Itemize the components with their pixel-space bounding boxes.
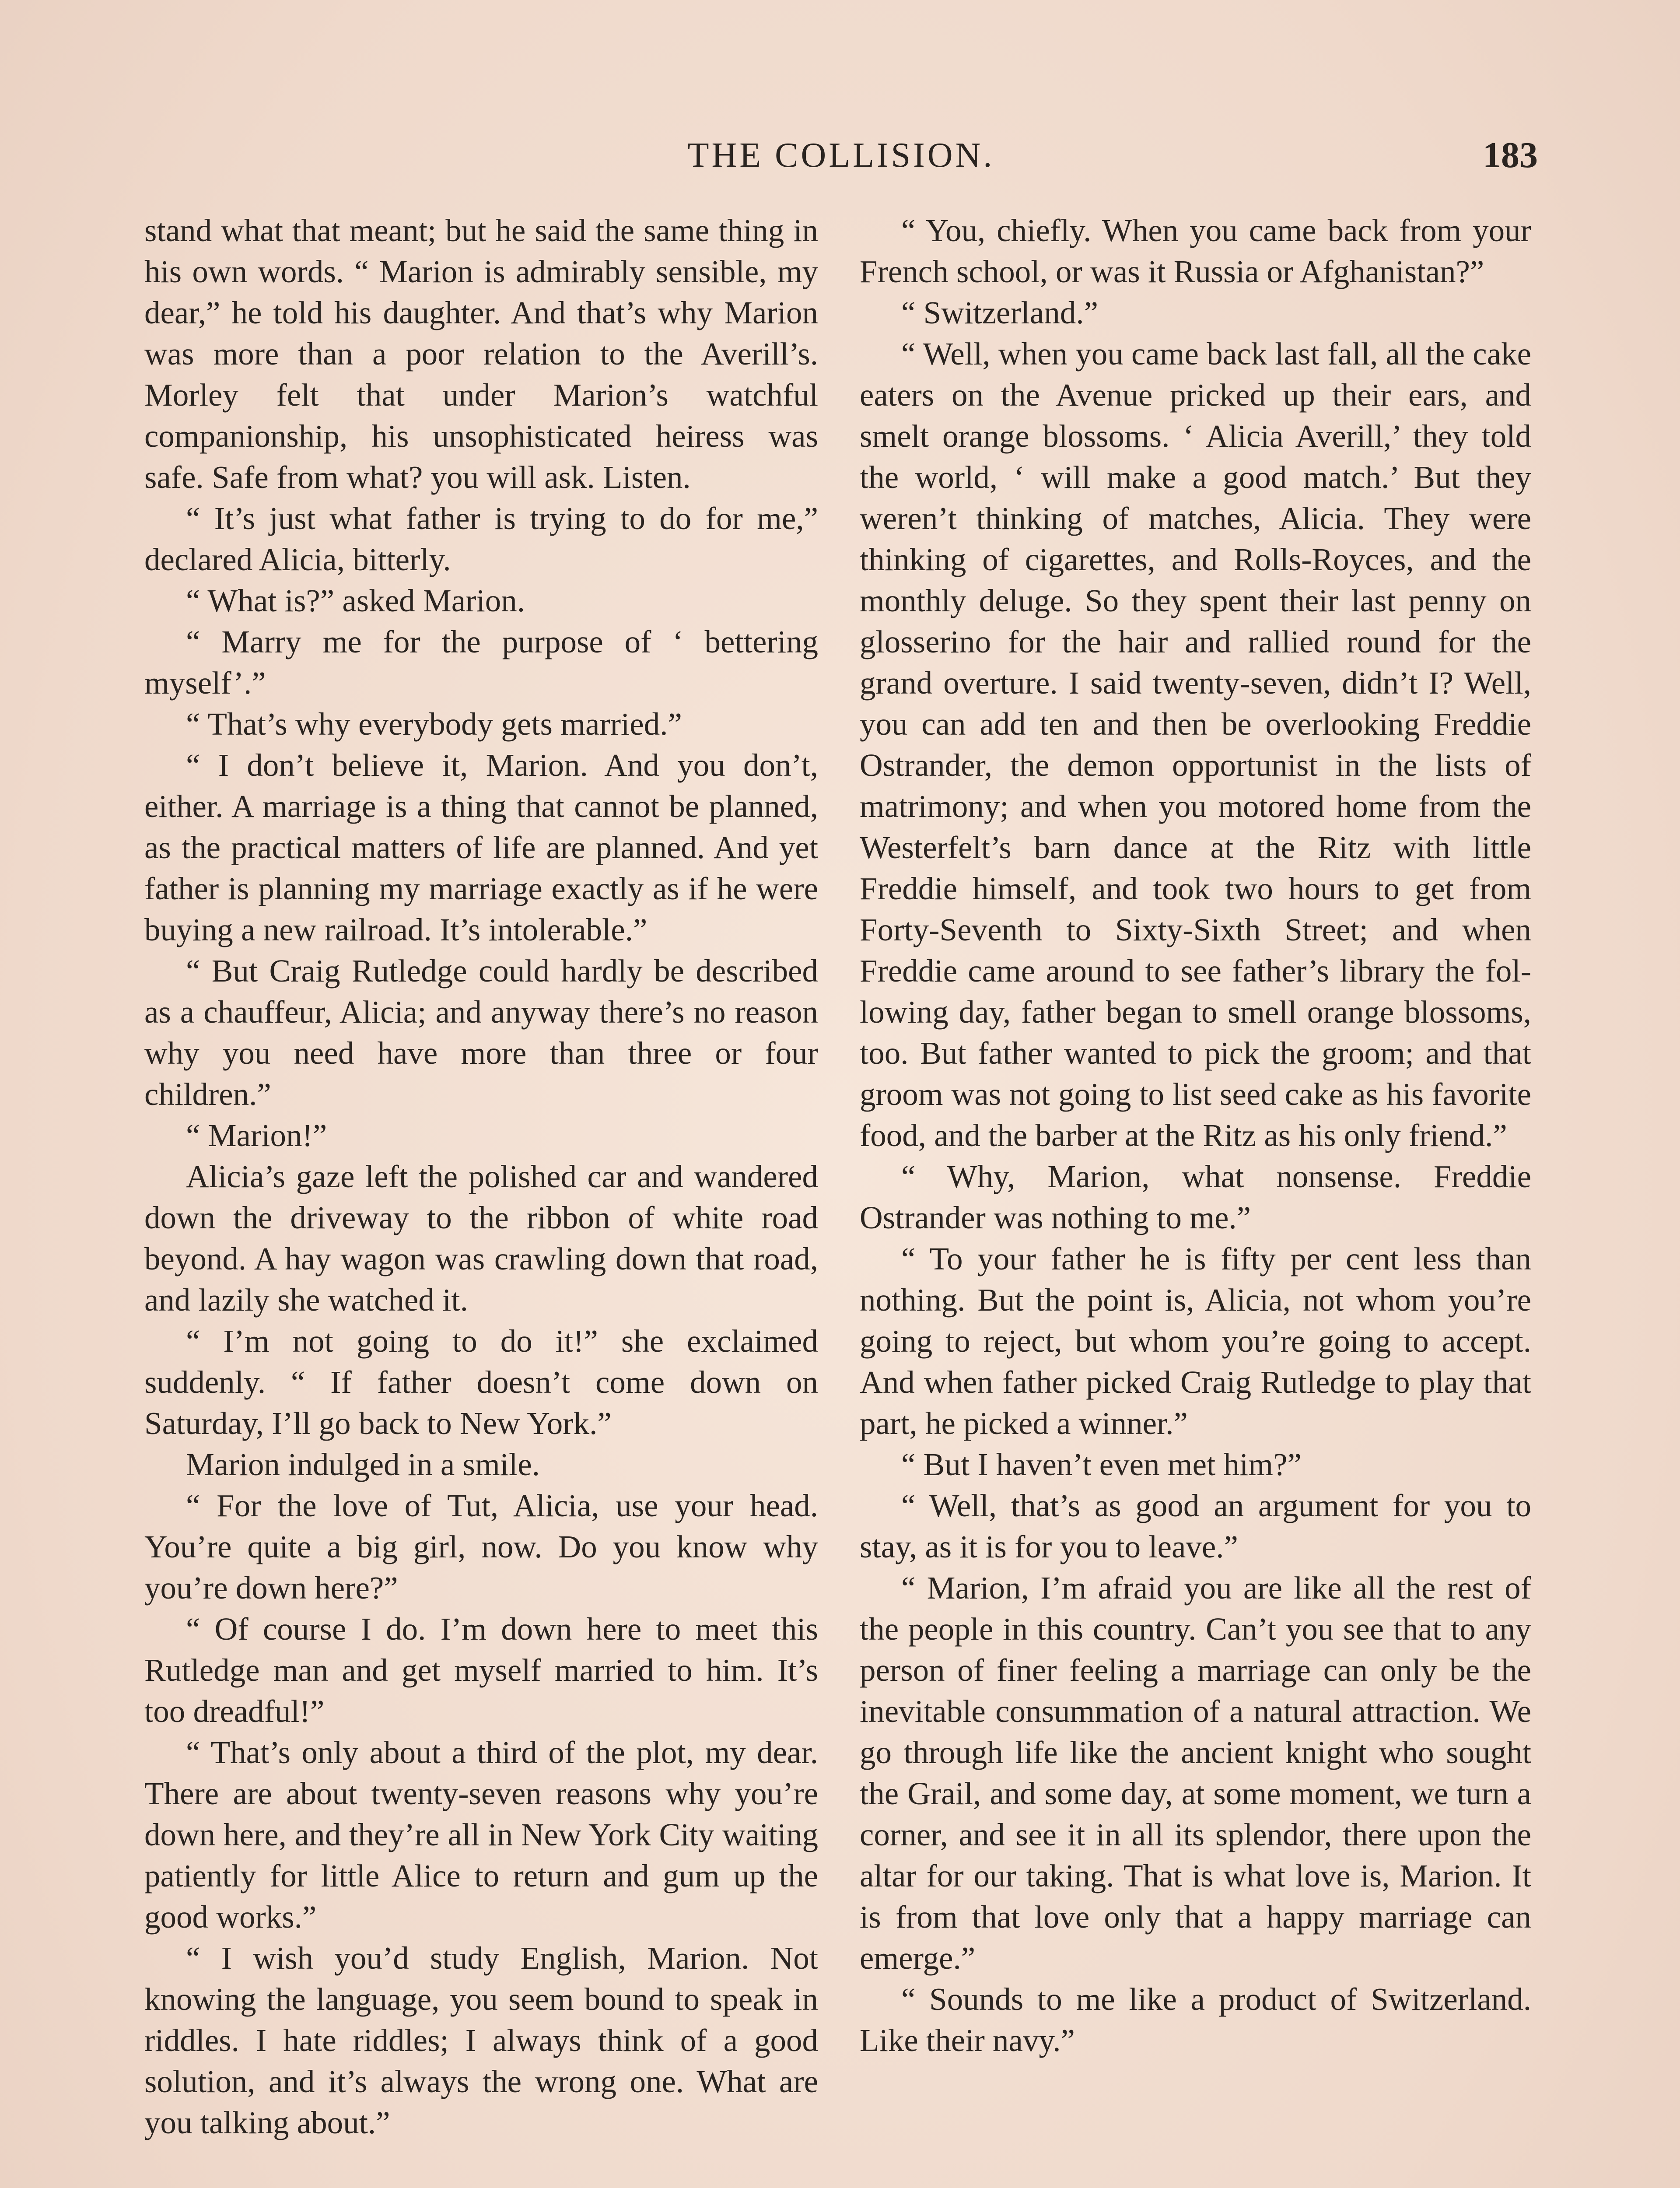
paragraph: Marion indulged in a smile. [186,1447,540,1482]
paragraph: “ That’s why everybody gets married.” [186,706,682,742]
paragraph: “ I’m not going to do it!” she exclaimed suddenly. “ If father doesn’t come down on Saturday, I’ll go back to New York.” [144,1323,818,1441]
paragraph: “ For the love of Tut, Alicia, use your head. You’re quite a big girl, now. Do you know why you’re down here?” [144,1488,818,1606]
paragraph: “ But I haven’t even met him?” [901,1447,1302,1482]
paragraph: stand what that meant; but he said the same thing in his own words. “ Marion is admirably sensible, my dear,” he told his daughter. And that’s why Marion was more than a poor relation to the Averill’s. Morley felt that under Marion’s watchful companionship, his unsophisticated heiress was safe. Safe from what? you will ask. Listen. [144,213,818,495]
paragraph: “ Switzerland.” [901,295,1098,330]
paragraph: “ Well, that’s as good an argument for you to stay, as it is for you to leave.” [860,1488,1531,1564]
paragraph: “ Marry me for the purpose of ‘ bettering myself’.” [144,624,818,701]
right-text-column [860,210,1531,2061]
paragraph: “ Marion!” [186,1118,327,1153]
paragraph: “ Of course I do. I’m down here to meet this Rutledge man and get myself married to him. It’s too dreadful!” [144,1611,818,1729]
paragraph: “ That’s only about a third of the plot, my dear. There are about twenty-seven reasons why you’re down here, and they’re all in New York City waiting patiently for little Alice to return and gum up the good works.” [144,1735,818,1935]
paragraph: “ It’s just what father is trying to do for me,” declared Alicia, bitterly. [144,501,818,577]
running-head [144,133,1538,177]
paragraph: “ I wish you’d study English, Marion. Not knowing the language, you seem bound to speak in riddles. I hate riddles; I always think of a good solution, and it’s always the wrong one. What are you talking about.” [144,1940,818,2140]
paragraph: Alicia’s gaze left the polished car and wandered down the driveway to the ribbon of white road beyond. A hay wagon was crawling down that road, and lazily she watched it. [144,1159,818,1318]
left-text-column [144,210,818,2143]
paragraph: “ You, chiefly. When you came back from your French school, or was it Russia or Afghanistan?” [860,213,1531,289]
paragraph: “ What is?” asked Marion. [186,583,525,618]
paragraph: “ Why, Marion, what nonsense. Freddie Ostrander was nothing to me.” [860,1159,1531,1235]
paragraph: “ To your father he is fifty per cent less than nothing. But the point is, Alicia, not whom you’re going to reject, but whom you’re going to accept. And when father picked Craig Rutledge to play that part, he picked a winner.” [860,1241,1531,1441]
running-title: THE COLLISION. [687,136,995,175]
paragraph: “ Sounds to me like a product of Switzerland. Like their navy.” [860,1981,1531,2058]
page-number: 183 [1483,135,1538,175]
paragraph: “ I don’t believe it, Marion. And you don’t, either. A marriage is a thing that cannot be planned, as the practical matters of life are planned. And yet father is planning my marriage exactly as if he were buying a new railroad. It’s intolerable.” [144,747,818,947]
paragraph: “ Well, when you came back last fall, all the cake eaters on the Avenue pricked up their ears, and smelt orange blossoms. ‘ Alicia Averill,’ they told the world, ‘ will make a good match.’ But they weren’t thinking of matches, Alicia. They were thinking of cigarettes, and Rolls-Royces, and the monthly deluge. So they spent their last penny on glosserino for the hair and rallied round for the grand overture. I said twenty-seven, didn’t I? Well, you can add ten and then be overlooking Freddie Ostrander, the demon opportunist in the lists of matrimony; and when you motored home from the Westerfelt’s barn dance at the Ritz with little Freddie himself, and took two hours to get from Forty-Seventh to Sixty-Sixth Street; and when Freddie came around to see father’s library the following day, father began to smell orange blossoms, too. But father wanted to pick the groom; and that groom was not going to list seed cake as his favorite food, and the barber at the Ritz as his only friend.” [860,336,1532,1153]
paragraph: “ Marion, I’m afraid you are like all the rest of the people in this country. Can’t you see that to any person of finer feeling a marriage can only be the inevitable consummation of a natural attraction. We go through life like the ancient knight who sought the Grail, and some day, at some moment, we turn a corner, and see it in all its splendor, there upon the altar for our taking. That is what love is, Marion. It is from that love only that a happy marriage can emerge.” [860,1570,1531,1976]
paragraph: “ But Craig Rutledge could hardly be described as a chauffeur, Alicia; and anyway there’s no reason why you need have more than three or four children.” [144,953,818,1112]
